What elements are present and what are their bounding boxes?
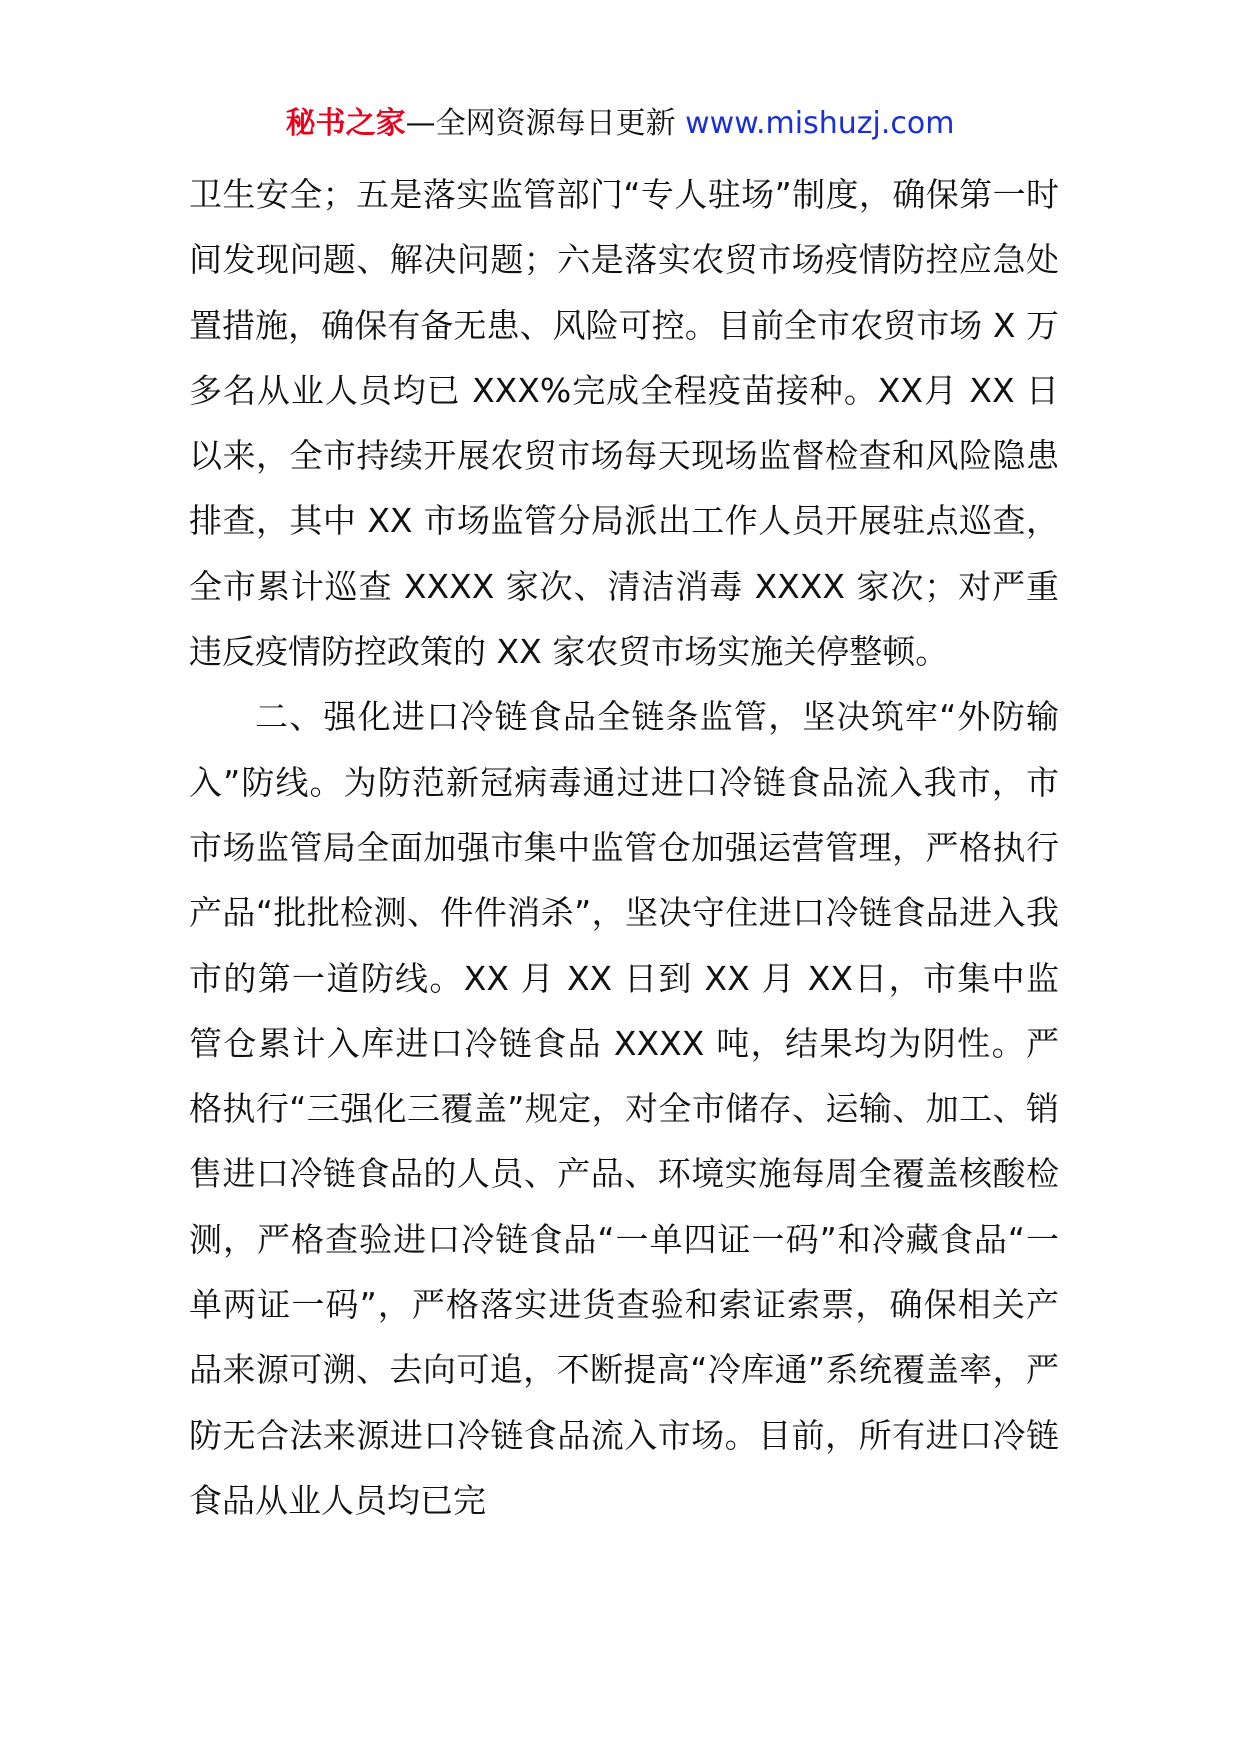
header-url-link[interactable]: www.mishuzj.com [685, 106, 955, 141]
document-body [189, 162, 1059, 1533]
page-header [0, 102, 1240, 146]
header-tagline: —全网资源每日更新 [405, 106, 686, 141]
header-brand: 秘书之家 [285, 106, 406, 141]
paragraph-section-two: 二、强化进口冷链食品全链条监管，坚决筑牢“外防输入”防线。为防范新冠病毒通过进口冷链食品流入我市，市市场监管局全面加强市集中监管仓加强运营管理，严格执行产品“批批检测、件件消杀”，坚决守住进口冷链食品进入我市的第一道防线。XX 月 XX 日到 XX 月 XX日，市集中监管仓累计入库进口冷链食品 XXXX 吨，结果均为阴性。严格执行“三强化三覆盖”规定，对全市储存、运输、加工、销售进口冷链食品的人员、产品、环境实施每周全覆盖核酸检测，严格查验进口冷链食品“一单四证一码”和冷藏食品“一单两证一码”，严格落实进货查验和索证索票，确保相关产品来源可溯、去向可追，不断提高“冷库通”系统覆盖率，严防无合法来源进口冷链食品流入市场。目前，所有进口冷链食品从业人员均已完 [189, 697, 1059, 1520]
paragraph-continuation: 卫生安全；五是落实监管部门“专人驻场”制度，确保第一时间发现问题、解决问题；六是落实农贸市场疫情防控应急处置措施，确保有备无患、风险可控。目前全市农贸市场 X 万多名从业人员均已 XXX%完成全程疫苗接种。XX月 XX 日以来，全市持续开展农贸市场每天现场监督检查和风险隐患排查，其中 XX 市场监管分局派出工作人员开展驻点巡查，全市累计巡查 XXXX 家次、清洁消毒 XXXX 家次；对严重违反疫情防控政策的 XX 家农贸市场实施关停整顿。 [189, 175, 1059, 672]
